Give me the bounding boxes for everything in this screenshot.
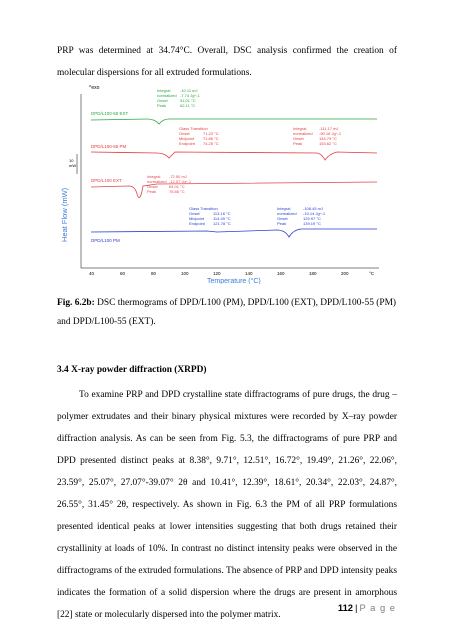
svg-text:normalized: normalized (157, 93, 177, 98)
svg-text:121.78 °C: 121.78 °C (213, 221, 231, 226)
x-tick: 80 (151, 271, 157, 276)
curve-dpd-l100-ext (91, 182, 377, 198)
svg-text:Integral: Integral (147, 174, 161, 179)
svg-text:Onset: Onset (189, 211, 200, 216)
svg-text:Integral: Integral (293, 126, 307, 131)
annotation-6 (277, 206, 326, 226)
svg-text:Midpoint: Midpoint (189, 216, 205, 221)
svg-text:153.62 °C: 153.62 °C (319, 141, 337, 146)
svg-text:Onset: Onset (293, 136, 304, 141)
svg-text:-10.11 mJ: -10.11 mJ (180, 88, 198, 93)
svg-text:Endpoint: Endpoint (179, 141, 195, 146)
svg-text:-72.50 mJ: -72.50 mJ (169, 174, 187, 179)
svg-text:113.16 °C: 113.16 °C (213, 211, 231, 216)
svg-text:Onset: Onset (157, 98, 168, 103)
figure-caption (57, 294, 397, 332)
svg-text:129.97 °C: 129.97 °C (303, 216, 321, 221)
curve-label-2: DPD/L100-55 PM (91, 144, 127, 149)
page-word: P a g e (359, 602, 396, 613)
svg-text:Integral: Integral (157, 88, 171, 93)
annotation-3 (293, 126, 342, 146)
x-tick-labels (89, 271, 375, 276)
curve-dpd-l100-55-ext (91, 119, 377, 124)
svg-text:Onset: Onset (147, 184, 158, 189)
svg-text:Endpoint: Endpoint (189, 221, 205, 226)
svg-text:71.23 °C: 71.23 °C (203, 131, 219, 136)
curve-dpd-l100-55-pm (91, 152, 377, 160)
x-tick: 160 (277, 271, 285, 276)
x-tick: 40 (89, 271, 95, 276)
curve-label-1: DPD/L100-55 EXT (91, 111, 129, 116)
svg-text:51.01 °C: 51.01 °C (180, 98, 196, 103)
caption-text: DSC thermograms of DPD/L100 (PM), DPD/L100 (EXT), DPD/L100-55 (PM) and DPD/L100-55 (EXT). (57, 298, 397, 327)
paragraph-main: To examine PRP and DPD crystalline state diffractograms of pure drugs, the drug – polymer extrudates and their binary physical mixtures were recorded by X–ray powder diffraction analysis. As can be seen from Fig. 5.3, the diffractograms of pure PRP and DPD presented distinct peaks at 8.38°, 9.71°, 12.51°, 16.72°, 19.49°, 21.26°, 22.06°, 23.59°, 25.07°, 27.07°-39.07° 2θ and 10.41°, 12.39°, 18.61°, 20.34°, 22.03°, 24.87°, 26.55°, 31.45° 2θ, respectively. As shown in Fig. 6.3 the PM of all PRP formulations presented identical peaks at lower intensities suggesting that both drugs retained their crystallinity at loads of 10%. In contrast no distinct intensity peaks were observed in the diffractograms of the extruded formulations. The absence of PRP and DPD intensity peaks indicates the formation of a solid dispersion where the drugs are present in amorphous [22] state or molecularly dispersed into the polymer matrix. (57, 390, 397, 620)
scale-unit: mW (69, 163, 77, 168)
svg-text:Peak: Peak (157, 103, 167, 108)
x-tick: °C (369, 271, 375, 276)
paragraph-top: PRP was determined at 34.74°C. Overall, DSC analysis confirmed the creation of molecular dispersions for all extruded formulations. (57, 46, 397, 78)
svg-text:-90.16 Jg^-1: -90.16 Jg^-1 (319, 131, 342, 136)
annotation-5 (189, 206, 231, 226)
svg-text:114.49 °C: 114.49 °C (213, 216, 231, 221)
svg-text:Onset: Onset (179, 131, 190, 136)
svg-text:139.19 °C: 139.19 °C (303, 221, 321, 226)
annotation-1 (157, 88, 201, 108)
page-number: 112 (337, 602, 354, 613)
y-axis-title: Heat Flow (mW) (60, 187, 69, 242)
x-tick: 120 (213, 271, 221, 276)
svg-text:62.11 °C: 62.11 °C (180, 103, 196, 108)
exo-label: ^exo (89, 85, 100, 91)
svg-text:normalized: normalized (147, 179, 167, 184)
section-heading: 3.4 X-ray powder diffraction (XRPD) (57, 365, 207, 375)
svg-text:Peak: Peak (277, 221, 287, 226)
svg-text:144.79 °C: 144.79 °C (319, 136, 337, 141)
svg-text:Peak: Peak (147, 189, 157, 194)
svg-text:76.56 °C: 76.56 °C (169, 189, 185, 194)
x-tick: 180 (309, 271, 317, 276)
svg-text:Onset: Onset (277, 216, 288, 221)
dsc-thermogram (57, 82, 397, 284)
svg-text:Glass Transition: Glass Transition (189, 206, 218, 211)
svg-text:normalized: normalized (277, 211, 297, 216)
caption-label: Fig. 6.2b: (57, 298, 95, 308)
svg-text:71.86 °C: 71.86 °C (203, 136, 219, 141)
annotation-2 (179, 126, 219, 146)
svg-text:-19.14 Jg^-1: -19.14 Jg^-1 (303, 211, 326, 216)
dsc-figure (57, 82, 397, 284)
x-tick: 100 (181, 271, 189, 276)
svg-text:Peak: Peak (293, 141, 303, 146)
svg-text:Glass Transition: Glass Transition (179, 126, 208, 131)
page-footer (338, 602, 396, 613)
footer-separator: | (355, 602, 358, 613)
svg-text:-12.07 Jg^-1: -12.07 Jg^-1 (169, 179, 192, 184)
svg-text:-111.17 mJ: -111.17 mJ (319, 126, 339, 131)
svg-text:Midpoint: Midpoint (179, 136, 195, 141)
x-tick: 60 (120, 271, 126, 276)
curve-label-4: DPD/L100 PM (91, 238, 120, 243)
curve-dpd-l100-pm (91, 229, 377, 237)
scale-value: 10 (69, 158, 74, 163)
svg-text:normalized: normalized (293, 131, 313, 136)
x-axis-title: Temperature (°C) (207, 278, 261, 284)
x-tick: 140 (245, 271, 253, 276)
svg-text:Integral: Integral (277, 206, 291, 211)
x-tick: 200 (341, 271, 349, 276)
svg-text:-7.74 Jg^-1: -7.74 Jg^-1 (180, 93, 200, 98)
svg-text:-108.45 mJ: -108.45 mJ (303, 206, 324, 211)
curve-label-3: DPD/L100 EXT (91, 178, 122, 183)
svg-text:64.01 °C: 64.01 °C (169, 184, 185, 189)
svg-text:74.25 °C: 74.25 °C (203, 141, 219, 146)
